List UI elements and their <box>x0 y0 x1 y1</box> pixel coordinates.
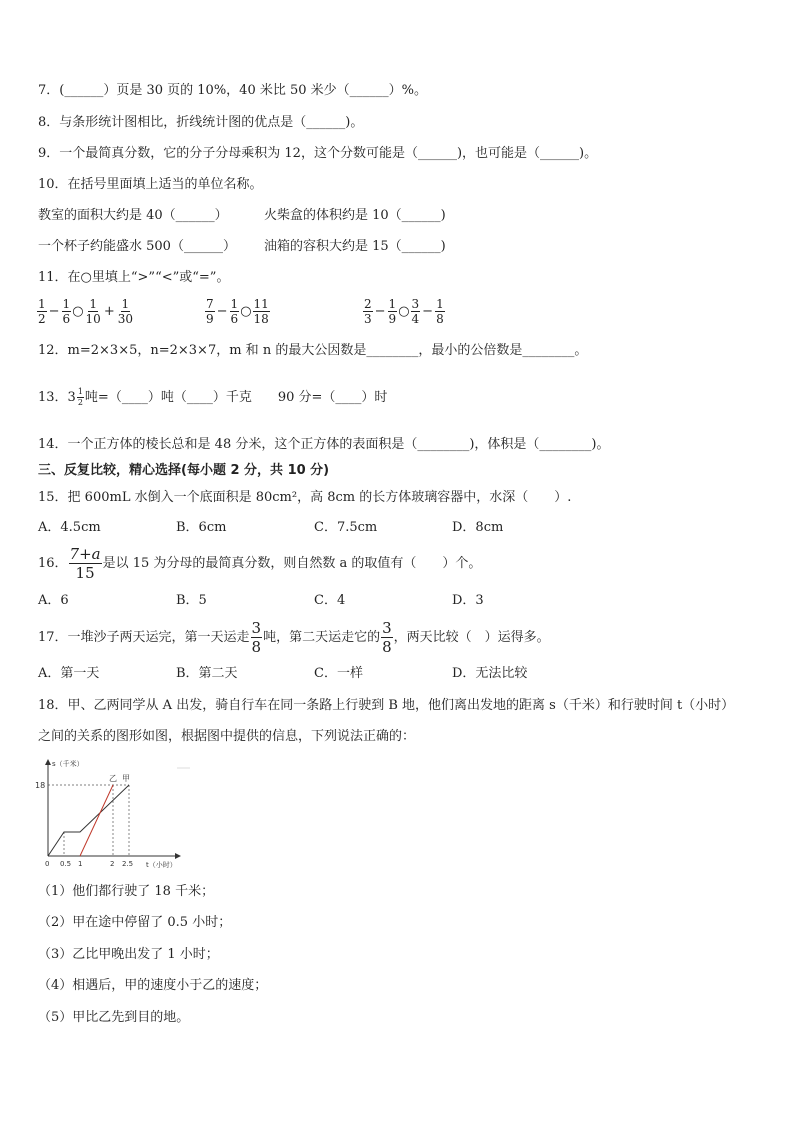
compare-circle: ○ <box>240 304 252 319</box>
question-18-line-2: 之间的关系的图形如图，根据图中提供的信息，下列说法正确的： <box>38 729 416 744</box>
statement-2: （2）甲在途中停留了 0.5 小时； <box>38 915 232 930</box>
x-tick-2: 2 <box>110 860 115 868</box>
q16-option-a: A．6 <box>38 593 69 608</box>
q17-option-a: A．第一天 <box>38 666 100 681</box>
question-17: 17．一堆沙子两天运完，第一天运走 $\frac{3}{8}$ 吨，第二天运走它的 $\frac{3}{8}$ ，两天比较（ ）运得多。 <box>38 619 550 656</box>
question-11-expression-1: $\frac{1}{2}$ − $\frac{1}{6}$ ○ $\frac{1}{10}$ + $\frac{1}{30}$ <box>38 297 133 326</box>
q15-option-b: B．6cm <box>176 520 227 535</box>
question-10-item-b: 火柴盒的体积约是 10（______) <box>264 208 446 223</box>
compare-circle: ○ <box>72 304 84 319</box>
label-jia: 甲 <box>122 774 130 783</box>
question-11: 11．在○里填上“>”“<”或“=”。 <box>38 270 230 285</box>
x-tick-1: 1 <box>78 860 83 868</box>
x-axis-label: t（小时） <box>146 861 177 869</box>
line-yi <box>80 785 113 856</box>
q17-option-d: D．无法比较 <box>452 666 528 681</box>
origin-label: 0 <box>45 860 50 868</box>
question-10-item-a: 教室的面积大约是 40（______） <box>38 208 228 223</box>
statement-4: （4）相遇后，甲的速度小于乙的速度； <box>38 978 268 993</box>
question-10-item-d: 油箱的容积大约是 15（______) <box>264 239 446 254</box>
x-tick-2-5: 2.5 <box>122 860 134 868</box>
question-18-line-1: 18．甲、乙两同学从 A 出发，骑自行车在同一条路上行驶到 B 地，他们离出发地的距离 s（千米）和行驶时间 t（小时） <box>38 698 735 713</box>
question-10: 10．在括号里面填上适当的单位名称。 <box>38 177 263 192</box>
question-15: 15．把 600mL 水倒入一个底面积是 80cm²，高 8cm 的长方体玻璃容器中，水深（ ）. <box>38 490 572 505</box>
question-11-expression-2: $\frac{7}{9}$ − $\frac{1}{6}$ ○ $\frac{11}{18}$ <box>206 297 269 326</box>
statement-5: （5）甲比乙先到目的地。 <box>38 1010 190 1025</box>
q17-option-c: C．一样 <box>314 666 363 681</box>
q15-option-d: D．8cm <box>452 520 504 535</box>
q15-option-c: C．7.5cm <box>314 520 378 535</box>
q16-option-d: D．3 <box>452 593 484 608</box>
x-tick-0-5: 0.5 <box>60 860 72 868</box>
line-jia <box>48 785 129 856</box>
section-3-heading: 三、反复比较，精心选择(每小题 2 分，共 10 分) <box>38 463 330 478</box>
y-axis-label: s（千米） <box>52 760 84 768</box>
question-12: 12．m=2×3×5，n=2×3×7，m 和 n 的最大公因数是________，最小的公倍数是________。 <box>38 343 588 358</box>
y-tick-18: 18 <box>35 781 46 790</box>
q15-option-a: A．4.5cm <box>38 520 101 535</box>
compare-circle: ○ <box>398 304 410 319</box>
statement-1: （1）他们都行驶了 18 千米； <box>38 884 215 899</box>
q16-option-b: B．5 <box>176 593 207 608</box>
q17-option-b: B．第二天 <box>176 666 238 681</box>
question-14: 14．一个正方体的棱长总和是 48 分米，这个正方体的表面积是（________)，体积是（________)。 <box>38 437 610 452</box>
q16-option-c: C．4 <box>314 593 346 608</box>
question-8: 8．与条形统计图相比，折线统计图的优点是（______)。 <box>38 115 364 130</box>
question-10-item-c: 一个杯子约能盛水 500（______） <box>38 239 236 254</box>
question-13: 13．3 $\frac{1}{2}$ 吨=（____）吨（____）千克 90 分=（____）时 <box>38 387 388 407</box>
question-9: 9．一个最简真分数，它的分子分母乘积为 12，这个分数可能是（______)，也可能是（______)。 <box>38 146 598 161</box>
distance-time-graph <box>30 756 190 870</box>
question-11-expression-3: $\frac{2}{3}$ − $\frac{1}{9}$ ○ $\frac{3}{4}$ − $\frac{1}{8}$ <box>364 297 444 326</box>
statement-3: （3）乙比甲晚出发了 1 小时； <box>38 947 219 962</box>
question-16: 16． $\frac{7+a}{15}$ 是以 15 为分母的最简真分数，则自然数 a 的取值有（ ）个。 <box>38 545 482 582</box>
label-yi: 乙 <box>109 774 117 783</box>
question-7: 7．(______）页是 30 页的 10%，40 米比 50 米少（______）%。 <box>38 83 428 98</box>
